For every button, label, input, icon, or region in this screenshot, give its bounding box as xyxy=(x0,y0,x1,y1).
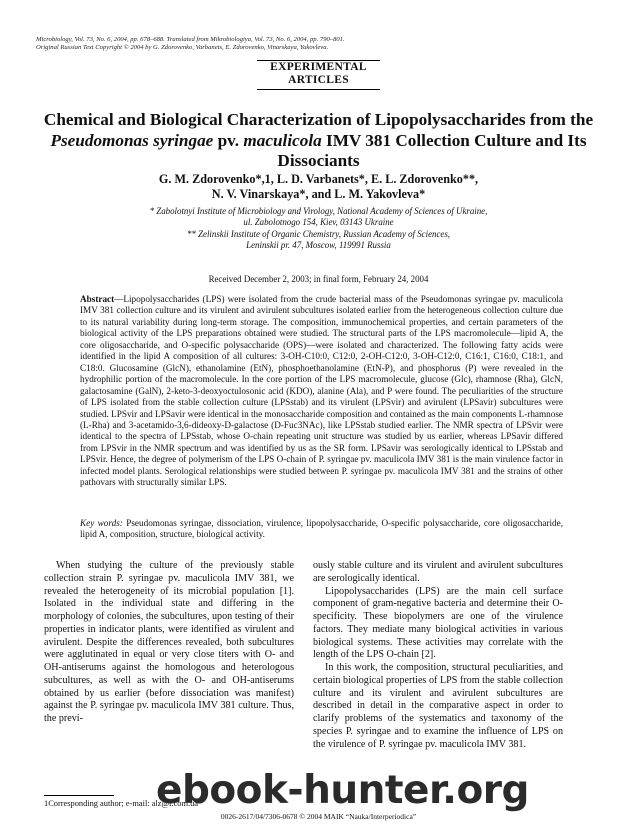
received-dates: Received December 2, 2003; in final form, February 24, 2004 xyxy=(208,274,429,284)
keywords xyxy=(80,518,563,541)
running-header xyxy=(36,36,345,52)
watermark-text: ebook-hunter.org xyxy=(156,768,529,813)
body-paragraph: Lipopolysaccharides (LPS) are the main cell surface component of gram-negative bacteria and determine their O-specificity. These biopolymers are one of the virulence factors. They mediate many biological activities in various biological systems. These activities may correlate with the length of the LPS O-chain [2]. xyxy=(313,585,563,661)
body-paragraph: When studying the culture of the previously stable collection strain P. syringae pv. maculicola IMV 381, we revealed the heterogeneity of its microbial population [1]. Isolated in the individual state and differing in the morphology of colonies, the subcultures, upon testing of their properties in indicator plants, were identified as virulent and avirulent. Despite the differences revealed, both subcultures were agglutinated in equal or very close titers with O- and OH-antiserums against the homologous and heterologous subcultures, as well as with the O- and OH-antiserums obtained by us earlier (before dissociation was manifest) against the P. syringae pv. maculicola IMV 381 culture. Thus, the previ- xyxy=(44,560,294,724)
affiliation-1-line-2: ul. Zabolotnogo 154, Kiev, 03143 Ukraine xyxy=(243,217,394,228)
body-paragraph: In this work, the composition, structural peculiarities, and certain biological properties of LPS from the stable collection culture and its virulent and avirulent subcultures are described in detail in the comparative aspect in order to clarify problems of the systematics and taxonomy of the species P. syringae and to examine the influence of LPS on the virulence of P. syringae pv. maculicola IMV 381. xyxy=(313,662,563,750)
affiliation-2-line-2: Leninskii pr. 47, Moscow, 119991 Russia xyxy=(246,240,391,251)
footnote: 1Corresponding author; e-mail: alz@i.com.ua xyxy=(44,799,199,808)
body-paragraph: ously stable culture and its virulent and avirulent subcultures are serologically identical. xyxy=(313,560,563,584)
authors-line-2: N. V. Vinarskaya*, and L. M. Yakovleva* xyxy=(211,187,426,201)
section-label xyxy=(0,61,637,87)
keywords-label: Key words: xyxy=(80,518,123,528)
copyright-line: 0026-2617/04/7306-0678 © 2004 MAIK “Nauka/Interperiodica” xyxy=(220,812,417,821)
abstract-label: Abstract xyxy=(80,294,115,304)
section-label-line-2: ARTICLES xyxy=(288,74,349,86)
header-line-2: Original Russian Text Copyright © 2004 by G. Zdorovenko, Varbanets, E. Zdorovenko, Vinarskaya, Yakovleva. xyxy=(36,44,329,52)
footnote-rule xyxy=(44,795,114,796)
section-label-line-1: EXPERIMENTAL xyxy=(270,61,367,73)
authors-line-1: G. M. Zdorovenko*,1, L. D. Varbanets*, E. L. Zdorovenko**, xyxy=(158,172,479,186)
title-species: Pseudomonas syringae xyxy=(50,130,214,150)
section-rule-bottom xyxy=(257,89,380,90)
affiliations xyxy=(40,206,597,252)
affiliation-2-line-1: ** Zelinskii Institute of Organic Chemistry, Russian Academy of Sciences, xyxy=(186,228,450,239)
title-part-1: Chemical and Biological Characterization of Lipopolysaccharides from the xyxy=(43,110,594,129)
abstract xyxy=(80,294,563,489)
header-line-1: Microbiology, Vol. 73, No. 6, 2004, pp. 678–688. Translated from Mikrobiologiya, Vol. 73, No. 6, 2004, pp. 790–801. xyxy=(36,36,345,43)
title-part-2: pv. xyxy=(213,130,244,150)
affiliation-1-line-1: * Zabolotnyi Institute of Microbiology and Virology, National Academy of Sciences of Ukraine, xyxy=(149,206,488,216)
keywords-list: Pseudomonas syringae, dissociation, virulence, lipopolysaccharide, O-specific polysaccharide, core oligosaccharide, lipid A, composition, structure, biological activity. xyxy=(80,518,564,540)
body-column-right xyxy=(313,560,563,751)
abstract-text: —Lipopolysaccharides (LPS) were isolated from the crude bacterial mass of the Pseudomonas syringae pv. maculicola IMV 381 collection culture and its virulent and avirulent subcultures isolated earlier from the heterogeneous collection culture due to its natural variability during long-term storage. The composition, immunochemical properties, and certain parameters of the biological activity of the LPS preparations obtained were studied. The structural parts of the LPS macromolecule—lipid A, the core oligosaccharide, and O-specific polysaccharide (OPS)—were isolated and characterized. The following fatty acids were identified in the lipid A composition of all cultures: 3-OH-C10:0, C12:0, 2-OH-C12:0, 3-OH-C12:0, C16:1, C16:0, C18:1, and C18:0. Glucosamine (GlcN), ethanolamine (EtN), phosphoethanolamine (EtN-P), and phosphorus (P) were revealed in the hydrophilic portion of the macromolecule. In the core portion of the LPS macromolecule, glucose (Glc), rhamnose (Rha), GlcN, galactosamine (GalN), 2-keto-3-deoxyoctulosonic acid (KDO), alanine (Ala), and P were found. The peculiarities of the structure of LPS isolated from the stable collection culture (LPSstab) and its virulent (LPSvir) and avirulent (LPSavir) subcultures were studied. LPSvir and LPSavir were identical in the monosaccharide composition and contained as the main components L-rhamnose (L-Rha) and 3-acetamido-3,6-dideoxy-D-galactose (D-Fuc3NAc), like LPSstab studied earlier. The NMR spectra of LPSvir were identical to the spectra of LPSstab, whose O-chain repeating unit structure was studied by us earlier, whereas LPSavir differed from LPSvir in the NMR spectrum and was identified by us as the SR form. LPSavir was serologically identical to LPSstab and LPSvir. Hence, the degree of polymerism of the LPS O-chain of P. syringae pv. maculicola IMV 381 is the main virulence factor in infected model plants. Serological relationships were studied between P. syringae pv. maculicola IMV 381 and the strains of other pathovars with structurally similar LPS. xyxy=(80,294,563,488)
author-list xyxy=(40,172,597,202)
title-pathovar: maculicola xyxy=(243,130,322,150)
body-column-left xyxy=(44,560,294,726)
title-part-3: IMV 381 Collection Culture and Its Dissociants xyxy=(277,130,587,170)
article-title xyxy=(40,110,597,172)
